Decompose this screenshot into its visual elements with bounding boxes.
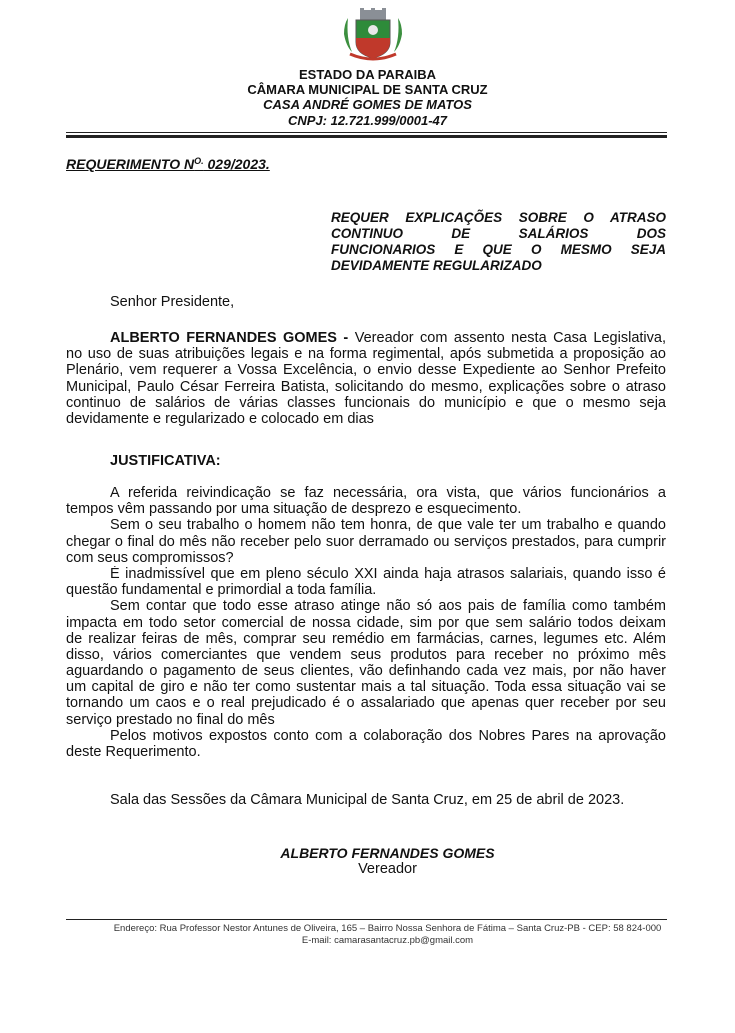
ementa-line: FUNCIONARIOS E QUE O MESMO SEJA xyxy=(331,242,666,257)
body-line: Municipal, Paulo César Ferreira Batista, solicitando do mesmo, explicações sobre o atraso xyxy=(66,378,666,395)
justificativa-line: tempos vêm passando por uma situação de desprezo e esquecimento. xyxy=(66,501,522,518)
justificativa-line: com seus compromissos? xyxy=(66,549,234,566)
ementa-line: CONTINUO DE SALÁRIOS DOS xyxy=(331,226,666,241)
justificativa-line: serviço prestado no final do mês xyxy=(66,711,275,728)
header-state: ESTADO DA PARAIBA xyxy=(299,67,436,82)
footer-email: E-mail: camarasantacruz.pb@gmail.com xyxy=(301,935,474,946)
justificativa-line: É inadmissível que em pleno século XXI ainda haja atrasos salariais, quando isso é xyxy=(110,565,666,582)
body-line: continuo de salários de várias classes funcionais do município e que o mesmo seja xyxy=(66,394,666,411)
requerimento-title: REQUERIMENTO $N^{O.}$ 029/2023. xyxy=(66,156,270,172)
footer-address: Endereço: Rua Professor Nestor Antunes de Oliveira, 165 – Bairro Nossa Senhora de Fátima – Santa Cruz-PB - CEP: 58 824-000 xyxy=(113,923,662,934)
justificativa-line: A referida reivindicação se faz necessária, ora vista, que vários funcionários a xyxy=(110,485,666,501)
greeting: Senhor Presidente, xyxy=(110,294,235,310)
body-line: ALBERTO FERNANDES GOMES - Vereador com assento nesta Casa Legislativa, xyxy=(110,330,666,346)
ementa-block xyxy=(331,210,666,274)
body-line: Plenário, vem requerer a Vossa Excelência, o envio desse Expediente ao Senhor Prefeito xyxy=(66,362,666,379)
header-chamber: CÂMARA MUNICIPAL DE SANTA CRUZ xyxy=(247,82,488,97)
justificativa-line: questão fundamental e primordial a toda família. xyxy=(66,582,377,599)
justificativa-line: tornando um caos e o real prejudicado é o assalariado que apenas quer receber por seu xyxy=(66,695,666,712)
header-divider-thin xyxy=(66,132,667,133)
body-paragraph xyxy=(66,330,666,427)
header-house: CASA ANDRÉ GOMES DE MATOS xyxy=(263,97,472,112)
header-divider-thick xyxy=(66,135,667,138)
justificativa-line: Pelos motivos expostos conto com a colaboração dos Nobres Pares na aprovação xyxy=(110,727,666,744)
header-cnpj: CNPJ: 12.721.999/0001-47 xyxy=(287,113,447,128)
body-line: devidamente e regularizado e colocado em dias xyxy=(66,410,374,427)
signature-name: ALBERTO FERNANDES GOMES xyxy=(280,845,495,861)
signature-role: Vereador xyxy=(358,861,417,877)
justificativa-line: um capital de giro e não ter como sustentar mais a tal situação. Toda essa situação vai se xyxy=(66,679,666,696)
justificativa-line: Sem o seu trabalho o homem não tem honra, de que vale ter um trabalho e quando xyxy=(110,517,666,534)
justificativa-line: de realizar feiras de mês, comprar seu remédio em farmácias, carnes, legumes etc. Além xyxy=(66,630,666,647)
justificativa-line: Sem contar que todo esse atraso atinge não só aos pais de família como também xyxy=(110,598,666,615)
justificativa-line: impacta em todo setor comercial de nossa cidade, sim por que sem salário todos deixam xyxy=(66,614,666,631)
justificativa-line: deste Requerimento. xyxy=(66,744,201,760)
footer-divider xyxy=(66,919,667,920)
municipal-coat-of-arms-icon xyxy=(342,8,404,62)
author-name-bold: ALBERTO FERNANDES GOMES - xyxy=(110,330,349,346)
justificativa-line: aguardando o pagamento de seus clientes, vão definhando cada vez mais, por não haver xyxy=(66,663,666,680)
justificativa-line: chegar o final do mês não receber pelo suor derramado ou serviços prestados, para cumprir xyxy=(66,533,666,550)
ementa-line: REQUER EXPLICAÇÕES SOBRE O ATRASO xyxy=(331,210,666,225)
ementa-line: DEVIDAMENTE REGULARIZADO xyxy=(331,258,542,273)
justificativa-line: disso, vários comerciantes que vendem seus produtos para receber no próximo mês xyxy=(66,646,666,663)
body-line: no uso de suas atribuições legais e na forma regimental, após submetida a proposição ao xyxy=(66,346,666,363)
justificativa-block xyxy=(66,485,666,760)
justificativa-title: JUSTIFICATIVA: xyxy=(110,453,221,469)
closing-line: Sala das Sessões da Câmara Municipal de Santa Cruz, em 25 de abril de 2023. xyxy=(110,792,625,808)
